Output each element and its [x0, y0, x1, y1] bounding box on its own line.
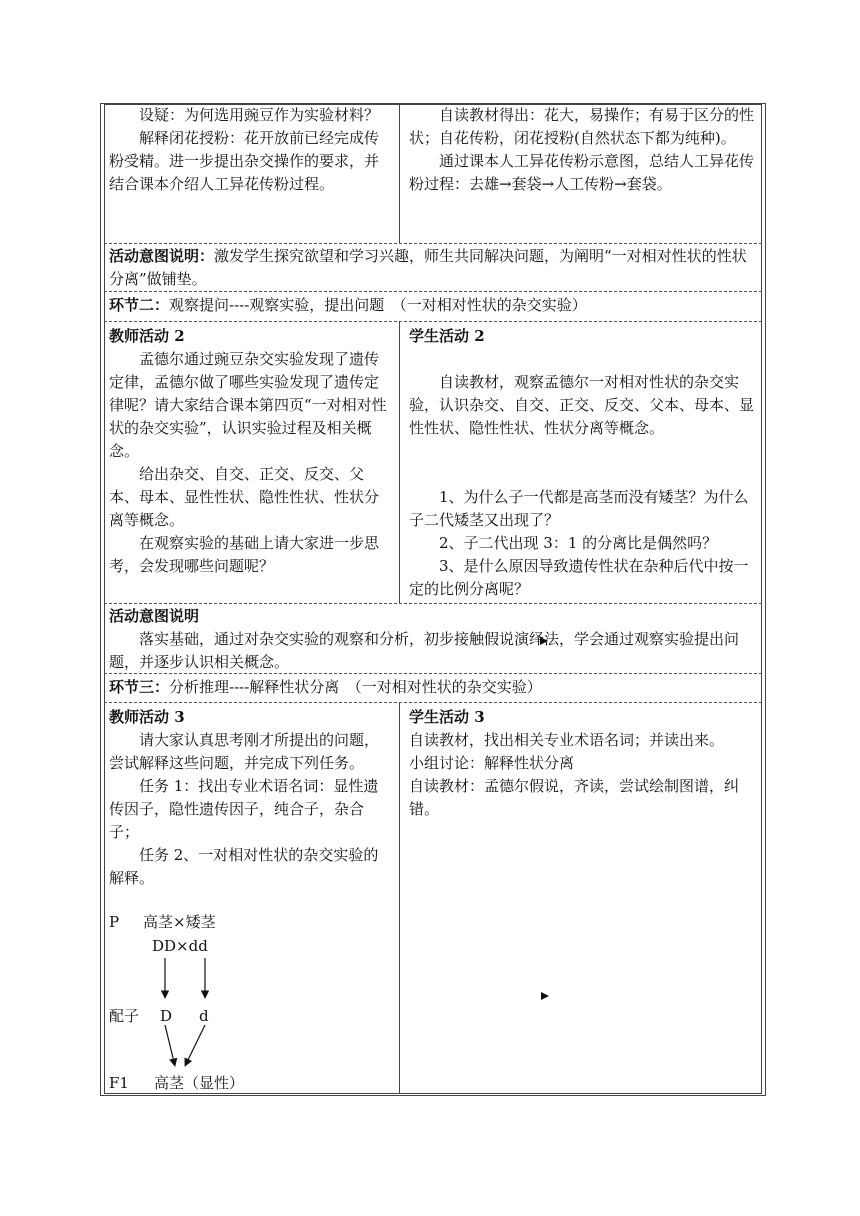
row-divider [104, 603, 762, 604]
teacher-cell-3 [109, 706, 393, 890]
teacher-text: 给出杂交、自交、正交、反交、父本、母本、显性性状、隐性性状、性状分离等概念。 [109, 465, 380, 529]
teacher-text: 孟德尔通过豌豆杂交实验发现了遗传定律，孟德尔做了哪些实验发现了遗传定律呢？请大家结合课本第四页“一对相对性状的杂交实验”，认识实验过程及相关概念。 [109, 350, 387, 460]
intent-label: 活动意图说明 [109, 607, 200, 625]
f1-label: F1 [109, 1074, 129, 1092]
teacher-text: 任务 2、一对相对性状的杂交实验的解释。 [109, 846, 379, 887]
explanation-text: 解释闭花授粉：花开放前已经完成传粉受精。进一步提出杂交操作的要求，并结合课本介绍人工异花传粉过程。 [109, 129, 380, 193]
section-title: 分析推理----解释性状分离 （一对相对性状的杂交实验） [169, 678, 542, 696]
parent-label: P [109, 913, 120, 931]
intent-label: 活动意图说明： [109, 247, 215, 265]
student-cell-3 [409, 706, 757, 821]
arrow-merge-icon [165, 1025, 175, 1066]
parent-genotype: DD×dd [152, 937, 208, 955]
teacher-text: 任务 1：找出专业术语名词：显性遗传因子，隐性遗传因子，纯合子，杂合子； [109, 777, 379, 841]
student-cell-1 [409, 104, 757, 196]
question-text: 设疑：为何选用豌豆作为实验材料？ [139, 106, 380, 124]
student-question: 1、为什么子一代都是高茎而没有矮茎？为什么子二代矮茎又出现了？ [409, 488, 749, 529]
teacher-cell-1 [109, 104, 393, 196]
cursor-marker-icon [540, 637, 548, 645]
arrow-merge-icon [185, 1025, 205, 1066]
section-label: 环节三： [109, 678, 170, 696]
student-text: 小组讨论：解释性状分离 [409, 754, 575, 772]
gamete-d-lower: d [199, 1007, 209, 1025]
intent-cell-1 [109, 245, 759, 291]
teacher-activity-heading: 教师活动 2 [109, 327, 185, 345]
intent-cell-2 [109, 605, 759, 674]
section-title: 观察提问----观察实验，提出问题 （一对相对性状的杂交实验） [169, 296, 587, 314]
gamete-label: 配子 [109, 1007, 140, 1025]
gamete-d-upper: D [160, 1007, 173, 1025]
student-cell-2 [409, 325, 757, 601]
row-divider [104, 243, 762, 244]
student-text: 自读教材，找出相关专业术语名词；并读出来。 [409, 731, 725, 749]
student-activity-heading: 学生活动 3 [409, 708, 485, 726]
column-divider [399, 104, 400, 243]
teacher-cell-2 [109, 325, 393, 578]
teacher-activity-heading: 教师活动 3 [109, 708, 185, 726]
intent-text: 落实基础，通过对杂交实验的观察和分析，初步接触假说演绎法，学会通过观察实验提出问题，并逐步认识相关概念。 [109, 630, 740, 671]
student-question: 2、子二代出现 3：1 的分离比是偶然吗？ [439, 534, 718, 552]
student-text: 通过课本人工异花传粉示意图，总结人工异花传粉过程：去雄→套袋→人工传粉→套袋。 [409, 152, 755, 193]
teacher-text: 请大家认真思考刚才所提出的问题，尝试解释这些问题，并完成下列任务。 [109, 731, 380, 772]
section-label: 环节二： [109, 296, 170, 314]
column-divider [399, 321, 400, 603]
student-question: 3、是什么原因导致遗传性状在杂种后代中按一定的比例分离呢？ [409, 557, 749, 598]
intent-text: 激发学生探究欲望和学习兴趣，师生共同解决问题，为阐明“一对相对性状的性状分离”做铺垫。 [109, 247, 747, 288]
student-text: 自读教材：孟德尔假说，齐读，尝试绘制图谱，纠错。 [409, 777, 740, 818]
cross-arrows-diagram [104, 950, 400, 1080]
teacher-text: 在观察实验的基础上请大家进一步思考，会发现哪些问题呢？ [109, 534, 380, 575]
f1-result: 高茎（显性） [154, 1074, 245, 1092]
cursor-marker-icon [541, 992, 549, 1000]
section-header-3 [109, 676, 759, 699]
student-activity-heading: 学生活动 2 [409, 327, 485, 345]
row-divider [104, 291, 762, 292]
row-divider [104, 321, 762, 322]
parent-cross: 高茎×矮茎 [143, 913, 216, 931]
student-text: 自读教材，观察孟德尔一对相对性状的杂交实验，认识杂交、自交、正交、反交、父本、母本、显性性状、隐性性状、性状分离等概念。 [409, 373, 755, 437]
student-text: 自读教材得出：花大，易操作；有易于区分的性状；自花传粉，闭花授粉(自然状态下都为纯种)。 [409, 106, 755, 147]
section-header-2 [109, 294, 759, 317]
row-divider [104, 702, 762, 703]
